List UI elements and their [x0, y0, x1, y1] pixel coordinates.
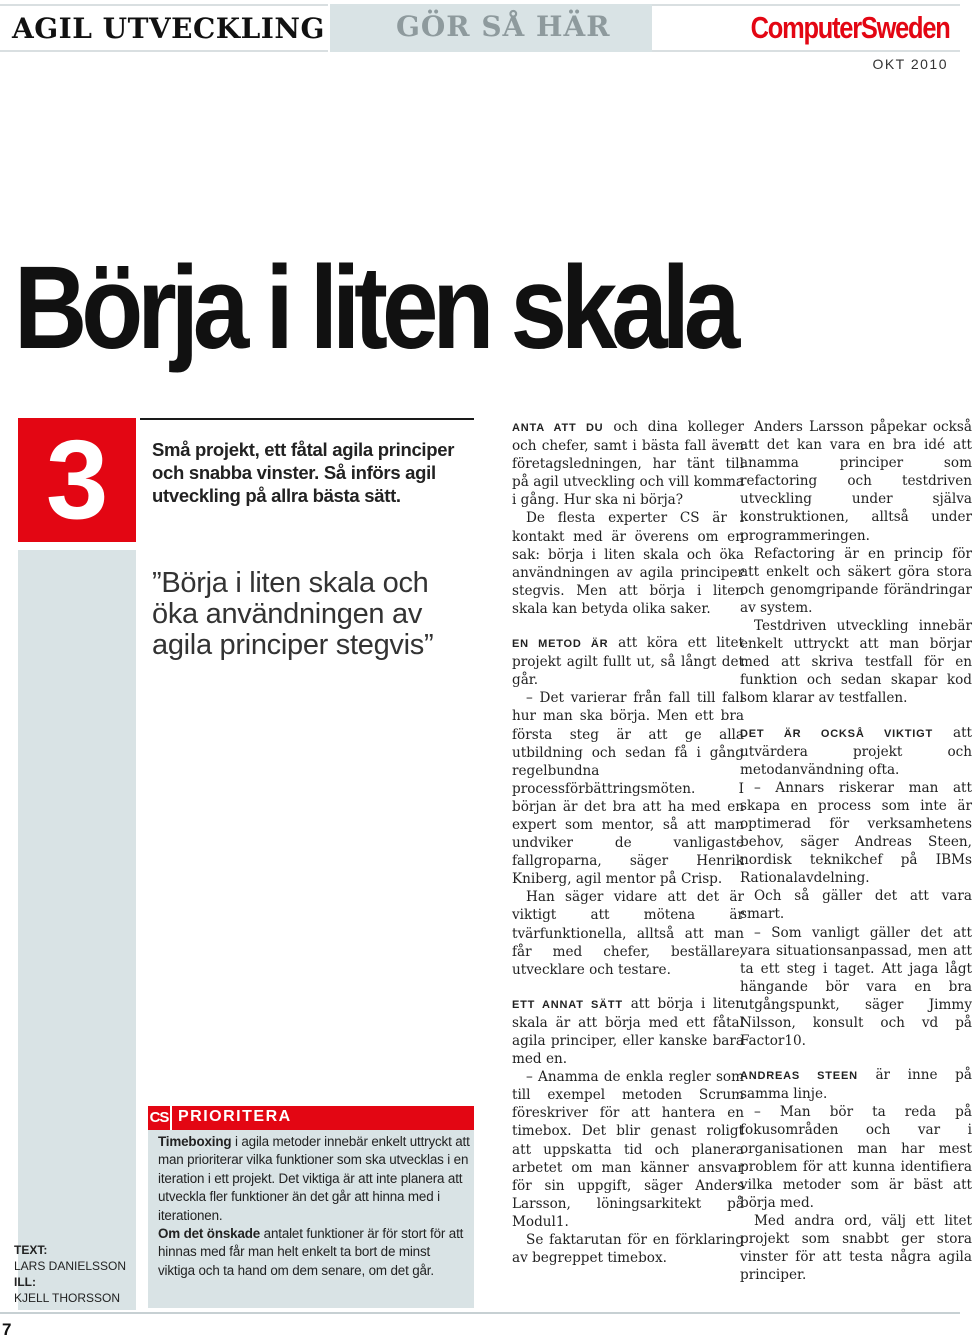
brand-header: [652, 4, 960, 52]
col2-p3: Testdriven utveckling innebär enkelt uttryckt att man börjar med att skriva testfall för en funktion och sedan skapar kod som klarar av testfallen.: [740, 618, 972, 707]
bottom-divider: [0, 1312, 960, 1314]
step-number-box: [18, 418, 136, 542]
col1-p1: och dina kolleger och chefer, samt i bästa fall även företagsledningen, har tänt till på agil utveckling och vill komma i gång. Hur ska ni börja?: [512, 419, 744, 509]
col1-p6-lead: ETT ANNAT SÄTT: [512, 998, 623, 1011]
credit-ill-name: KJELL THORSSON: [14, 1291, 121, 1305]
factbox-text: [158, 1133, 470, 1280]
step-number: 3: [46, 417, 109, 542]
issue-date: OKT 2010: [872, 56, 948, 72]
pull-quote: ”Börja i liten skala och öka användningen av agila principer stegvis”: [152, 567, 434, 661]
body-column-1: [512, 418, 744, 1267]
col2-p7: – Som vanligt gäller det att vara situationsanpassad, men att ta ett steg i taget. Att jaga lågt hängande bör vara en bra utgångspunkt, säger Jimmy Nilsson, konsult och vd på Factor10.: [740, 924, 972, 1050]
col1-p1-lead: ANTA ATT DU: [512, 422, 604, 434]
rubric-header: [330, 4, 652, 52]
col2-p6: Och så gäller det att vara smart.: [740, 888, 972, 923]
col2-p8-lead: ANDREAS STEEN: [740, 1070, 858, 1083]
col2-p9: – Man bör ta reda på fokusområden och var i organisationen man har mest problem för att kunna identifiera vilka metoder som är bäst att börja med.: [740, 1104, 972, 1211]
brand-logo: ComputerSweden: [751, 10, 950, 45]
page-number: 7: [2, 1320, 12, 1339]
col2-p4: att utvärdera projekt och metodanvändning ofta.: [740, 724, 972, 778]
col1-p3: att köra ett litet projekt agilt fullt ut, så långt det går.: [512, 635, 744, 689]
cs-logo: CS: [148, 1106, 170, 1130]
page-title: Börja i liten skala: [14, 242, 735, 374]
col1-p7: – Anamma de enkla regler som till exempel metoden Scrum föreskriver för att hantera en timebox. Det blir genast roligt att uppskatta tid och planera arbetet om man känner ansvar för sin uppgift, säger Anders Larsson, löningsarkitekt på Modul1.: [512, 1069, 744, 1230]
col1-p4: – Det varierar från fall till fall hur man ska börja. Men ett bra första steg är att ge alla utbildning och sedan få i gång regelbundna processförbättringsmöten. I början är det bra att ha med en expert som mentor, så att man undviker de vanligaste fallgroparna, säger Henrik Kniberg, agil mentor på Crisp.: [512, 690, 744, 888]
rubric-label: GÖR SÅ HÄR: [396, 10, 611, 43]
factbox-p2: antalet funktioner är för stort för att hinnas med får man helt enkelt ta bort de minst viktiga och ta hand om dem senare, om det går.: [158, 1226, 464, 1278]
col1-p5: Han säger vidare att det är viktigt att mötena är tvärfunktionella, alltså att man får med chefer, beställare, utvecklare och testare.: [512, 889, 744, 978]
credit-ill-label: ILL:: [14, 1275, 36, 1289]
col2-p10: Med andra ord, välj ett litet projekt som snabbt ger stora vinster för att testa några agila principer.: [740, 1212, 972, 1284]
col1-paragraph: [512, 634, 744, 689]
col2-paragraph: [740, 724, 972, 779]
col1-p6: att börja i liten skala är att börja med ett fåtal agila principer, eller kanske bara med en.: [512, 995, 745, 1068]
credit-text-name: LARS DANIELSSON: [14, 1259, 127, 1273]
credit-text-label: TEXT:: [14, 1243, 48, 1257]
col2-p1: Anders Larsson påpekar också att det kan vara en bra idé att anamma principer som refactoring och testdriven utveckling under själva konstruktionen, alltså under programmeringen.: [740, 419, 972, 544]
factbox-header: [148, 1106, 474, 1130]
factbox-p1: i agila metoder innebär enkelt uttryckt att man prioriterar vilka funktioner som ska utvecklas i en iteration i ett projekt. Det viktiga är att inte planera att utveckla fler funktioner än det går att hinna med i iterationen.: [158, 1134, 470, 1223]
col2-paragraph: [740, 1066, 972, 1103]
factbox-p1-lead: Timeboxing: [158, 1134, 232, 1149]
side-strip: [18, 550, 136, 1310]
section-label: AGIL UTVECKLING: [12, 12, 325, 45]
col1-p8: Se faktarutan för en förklaring av begreppet timebox.: [512, 1232, 744, 1267]
credits: [14, 1242, 126, 1306]
col2-p8: är inne på samma linje.: [740, 1067, 972, 1103]
factbox-title: PRIORITERA: [178, 1108, 292, 1125]
col1-p3-lead: EN METOD ÄR: [512, 638, 609, 651]
factbox-p2-lead: Om det önskade: [158, 1226, 261, 1242]
col1-p2: De flesta experter CS är i kontakt med är överens om en sak: börja i liten skala och öka användningen av agila principer stegvis. Men att börja i liten skala kan betyda olika saker.: [512, 510, 744, 617]
section-header: [0, 4, 328, 52]
divider: [140, 418, 474, 420]
col2-p2: Refactoring är en princip för att enkelt och säkert göra stora och genomgripande förändringar av system.: [740, 545, 972, 616]
body-column-2: [740, 418, 972, 1284]
factbox-title-bar: [172, 1106, 474, 1130]
col1-paragraph: [512, 995, 744, 1068]
col2-p4-lead: DET ÄR OCKSÅ VIKTIGT: [740, 727, 934, 740]
lede: Små projekt, ett fåtal agila principer och snabba vinster. Så införs agil utveckling på allra bästa sätt.: [152, 439, 455, 506]
col1-paragraph: [512, 418, 744, 509]
col2-p5: – Annars riskerar man att skapa en process som inte är optimerad för verksamhetens behov, säger Andreas Steen, nordisk teknikchef på IBMs Rationalavdelning.: [740, 779, 972, 887]
